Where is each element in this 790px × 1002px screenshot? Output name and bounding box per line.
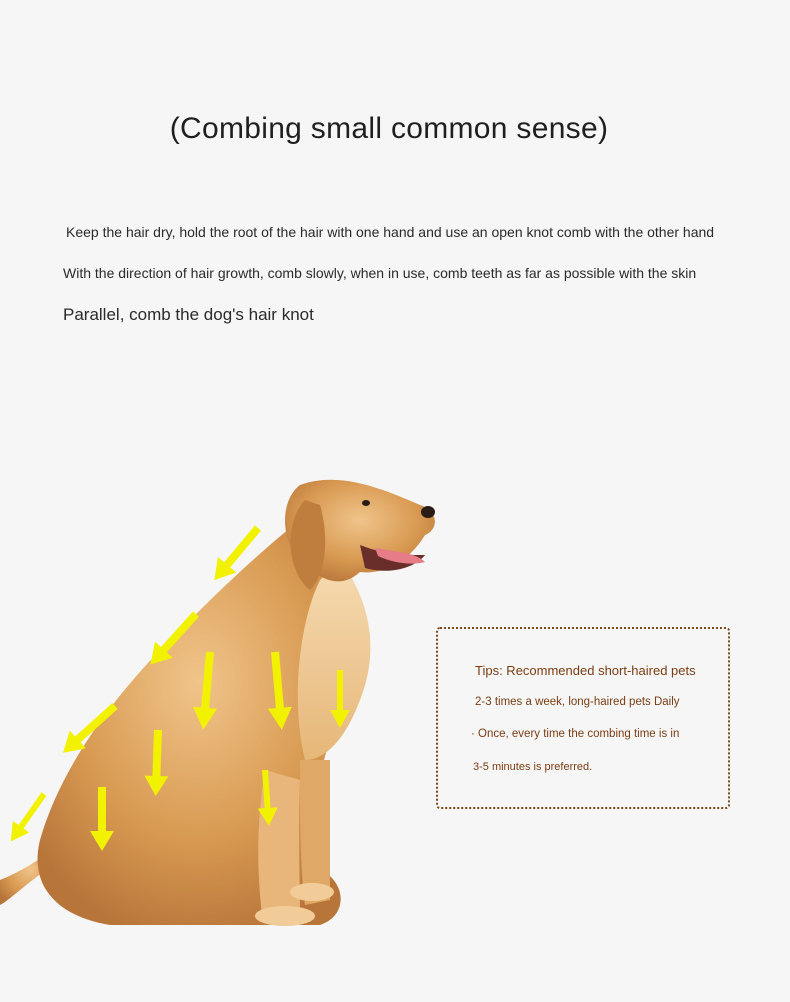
instruction-line-3: Parallel, comb the dog's hair knot bbox=[63, 305, 314, 324]
instruction-line-1: Keep the hair dry, hold the root of the hair with one hand and use an open knot comb with the other hand bbox=[66, 224, 715, 240]
tips-box bbox=[436, 627, 730, 809]
instruction-line-2: With the direction of hair growth, comb slowly, when in use, comb teeth as far as possible with the skin bbox=[63, 265, 697, 281]
tip-line-2: 2-3 times a week, long-haired pets Daily bbox=[475, 696, 680, 708]
tip-line-1: Tips: Recommended short-haired pets bbox=[475, 663, 696, 678]
tip-line-4: 3-5 minutes is preferred. bbox=[473, 761, 593, 773]
tip-line-3: · Once, every time the combing time is in bbox=[471, 728, 680, 740]
page-title: (Combing small common sense) bbox=[169, 112, 609, 145]
dog-figure bbox=[0, 480, 435, 926]
